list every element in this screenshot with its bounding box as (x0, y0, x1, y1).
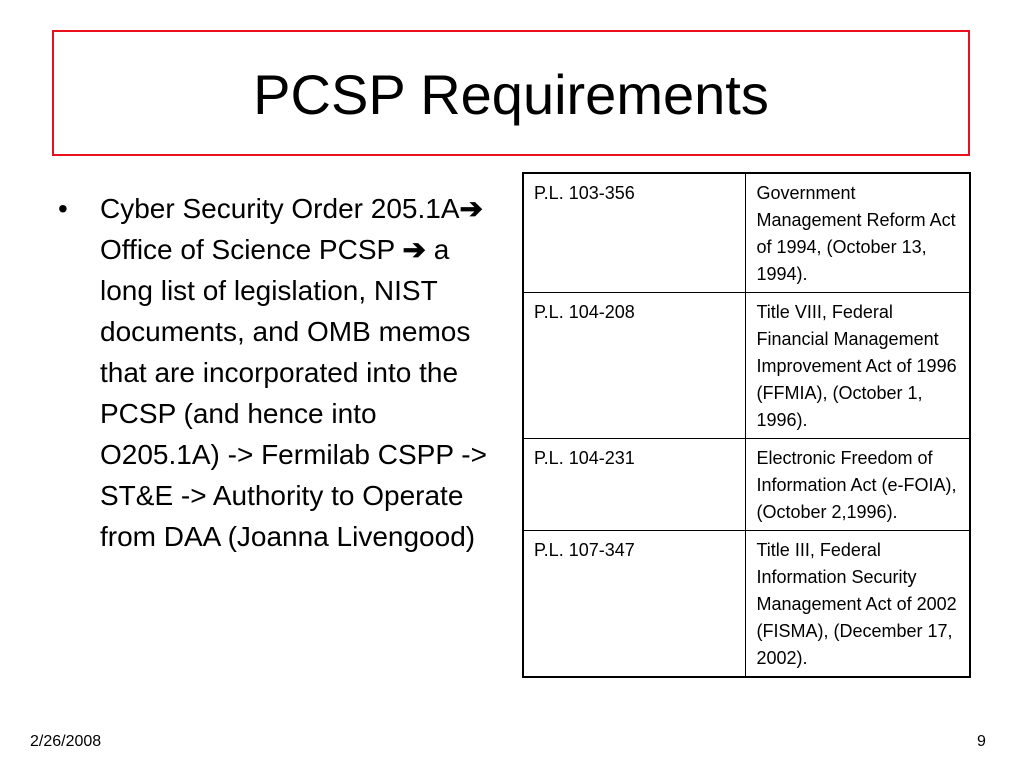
title-box (52, 30, 970, 156)
table-row (523, 173, 970, 293)
legislation-table (522, 172, 971, 678)
bullet-list (58, 188, 498, 557)
footer-date: 2/26/2008 (30, 733, 102, 750)
table-row (523, 439, 970, 531)
act-title-cell: Electronic Freedom of Information Act (e-FOIA), (October 2,1996). (746, 439, 970, 531)
right-arrow-icon: ➔ (402, 234, 426, 265)
law-cell: P.L. 103-356 (523, 173, 746, 293)
bullet-item (58, 188, 498, 557)
act-title-cell: Government Management Reform Act of 1994, (October 13, 1994). (746, 173, 970, 293)
bullet-text-part3: a long list of legislation, NIST documents, and OMB memos that are incorporated into the PCSP (and hence into O205.1A) -> Fermilab CSPP -> ST&E -> Authority to Operate from DAA (Joanna Livengood) (100, 234, 487, 552)
act-title-cell: Title III, Federal Information Security Management Act of 2002 (FISMA), (December 17, 2002). (746, 531, 970, 678)
law-cell: P.L. 107-347 (523, 531, 746, 678)
act-title-cell: Title VIII, Federal Financial Management Improvement Act of 1996 (FFMIA), (October 1, 1996). (746, 293, 970, 439)
law-cell: P.L. 104-208 (523, 293, 746, 439)
page-number: 9 (977, 733, 986, 750)
table-row (523, 293, 970, 439)
bullet-text-part1: Cyber Security Order 205.1A (100, 193, 460, 224)
table-row (523, 531, 970, 678)
right-arrow-icon: ➔ (459, 193, 483, 224)
slide-title: PCSP Requirements (253, 63, 769, 126)
bullet-text-part2: Office of Science PCSP (100, 234, 403, 265)
bullet-marker: • (58, 193, 68, 224)
law-cell: P.L. 104-231 (523, 439, 746, 531)
